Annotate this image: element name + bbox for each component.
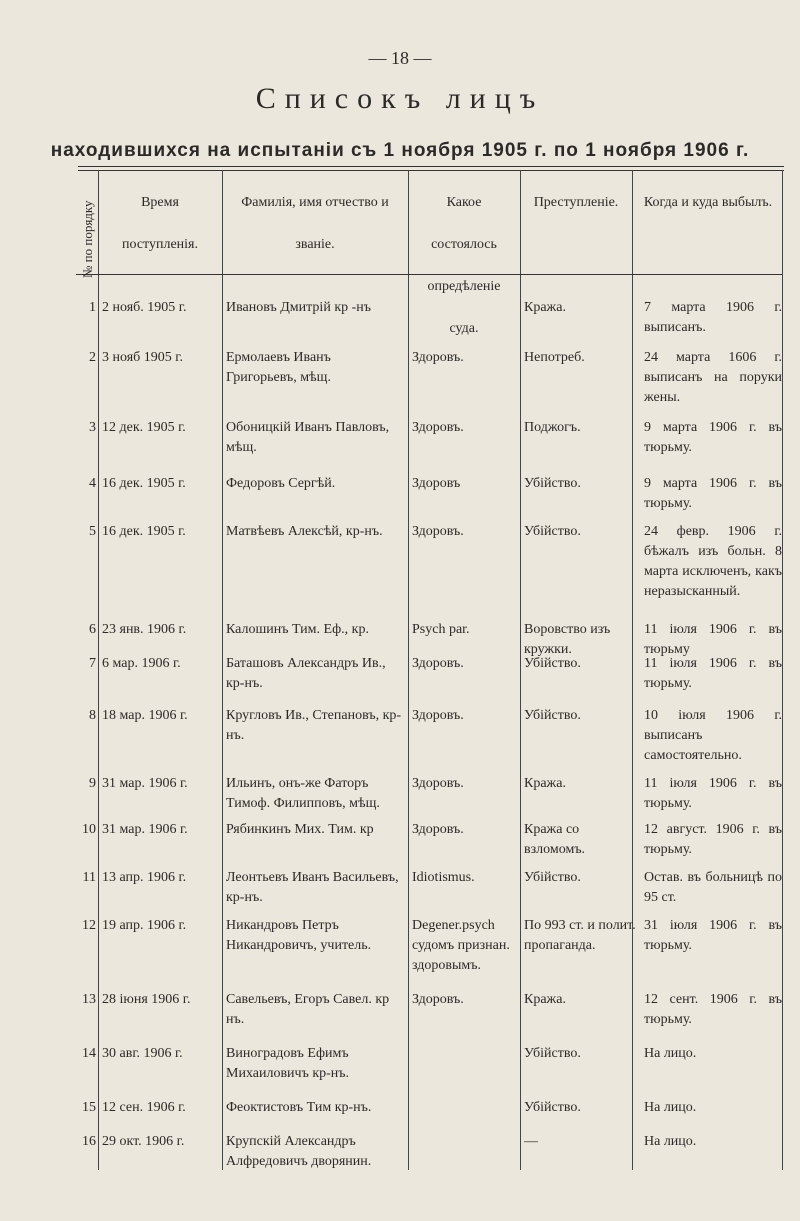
row-crime: Кража. bbox=[524, 300, 566, 315]
row-court-decision: Здоровъ. bbox=[412, 350, 464, 365]
row-date: 19 апр. 1906 г. bbox=[102, 918, 187, 933]
row-crime: Убійство. bbox=[524, 656, 581, 671]
row-date: 18 мар. 1906 г. bbox=[102, 708, 188, 723]
row-crime: Воровство изъ кружки. bbox=[524, 622, 611, 657]
row-crime: Поджогъ. bbox=[524, 420, 581, 435]
row-date: 2 нояб. 1905 г. bbox=[102, 300, 187, 315]
row-date: 16 дек. 1905 г. bbox=[102, 524, 186, 539]
row-outcome: Остав. въ больницѣ по 95 ст. bbox=[644, 870, 782, 905]
row-name: Никандровъ Петръ Никандровичъ, учитель. bbox=[226, 918, 372, 953]
row-crime: Убійство. bbox=[524, 476, 581, 491]
row-court-decision: Здоровъ. bbox=[412, 420, 464, 435]
row-number: 11 bbox=[82, 870, 96, 885]
row-number: 15 bbox=[82, 1100, 96, 1115]
row-name: Обоницкій Иванъ Павловъ, мѣщ. bbox=[226, 420, 390, 455]
row-number: 10 bbox=[82, 822, 96, 837]
column-divider bbox=[98, 170, 99, 1170]
row-name: Феоктистовъ Тим кр-нъ. bbox=[226, 1100, 372, 1115]
row-name: Ермолаевъ Иванъ Григорьевъ, мѣщ. bbox=[226, 350, 331, 385]
row-number: 4 bbox=[89, 476, 96, 491]
page-number: — 18 — bbox=[368, 48, 432, 68]
row-court-decision: Psych par. bbox=[412, 622, 470, 637]
row-crime: Кража. bbox=[524, 776, 566, 791]
row-date: 16 дек. 1905 г. bbox=[102, 476, 186, 491]
row-number: 6 bbox=[89, 622, 96, 637]
row-court-decision: Здоровъ. bbox=[412, 656, 464, 671]
row-outcome: 11 іюля 1906 г. въ тюрьму bbox=[644, 622, 782, 657]
row-date: 31 мар. 1906 г. bbox=[102, 822, 188, 837]
row-name: Баташовъ Александръ Ив., кр-нъ. bbox=[226, 656, 386, 691]
column-divider bbox=[782, 170, 783, 1170]
header-date: Время поступленія. bbox=[121, 195, 198, 252]
row-number: 14 bbox=[82, 1046, 96, 1061]
row-crime: Убійство. bbox=[524, 708, 581, 723]
row-date: 12 дек. 1905 г. bbox=[102, 420, 186, 435]
row-outcome: 24 февр. 1906 г. бѣжалъ изъ больн. 8 марта исключенъ, какъ неразысканный. bbox=[644, 524, 782, 599]
row-number: 9 bbox=[89, 776, 96, 791]
row-name: Федоровъ Сергѣй. bbox=[226, 476, 336, 491]
row-crime: Убійство. bbox=[524, 870, 581, 885]
top-rule bbox=[78, 166, 784, 167]
row-number: 12 bbox=[82, 918, 96, 933]
row-date: 6 мар. 1906 г. bbox=[102, 656, 181, 671]
row-date: 28 іюня 1906 г. bbox=[102, 992, 191, 1007]
row-date: 29 окт. 1906 г. bbox=[102, 1134, 185, 1149]
row-outcome: 24 марта 1606 г. выписанъ на поруки жены. bbox=[644, 350, 782, 405]
row-outcome: 31 іюля 1906 г. въ тюрьму. bbox=[644, 918, 782, 953]
header-crime: Преступленіе. bbox=[533, 195, 619, 210]
row-date: 3 нояб 1905 г. bbox=[102, 350, 183, 365]
row-date: 13 апр. 1906 г. bbox=[102, 870, 187, 885]
row-date: 30 авг. 1906 г. bbox=[102, 1046, 183, 1061]
row-name: Леонтьевъ Иванъ Васильевъ, кр-нъ. bbox=[226, 870, 399, 905]
row-crime: Кража со взломомъ. bbox=[524, 822, 586, 857]
row-crime: Убійство. bbox=[524, 1046, 581, 1061]
row-crime: Убійство. bbox=[524, 524, 581, 539]
row-court-decision: Здоровъ bbox=[412, 476, 461, 491]
row-name: Рябинкинъ Мих. Тим. кр bbox=[226, 822, 374, 837]
row-outcome: 12 сент. 1906 г. въ тюрьму. bbox=[644, 992, 782, 1027]
row-court-decision: Idiotismus. bbox=[412, 870, 475, 885]
page-subtitle: находившихся на испытанiи съ 1 ноября 1905 г. по 1 ноября 1906 г. bbox=[50, 140, 750, 161]
row-outcome: 9 марта 1906 г. въ тюрьму. bbox=[644, 420, 782, 455]
header-outcome: Когда и куда выбылъ. bbox=[643, 195, 773, 210]
row-outcome: На лицо. bbox=[644, 1134, 697, 1149]
row-outcome: 11 іюля 1906 г. въ тюрьму. bbox=[644, 656, 782, 691]
column-divider bbox=[520, 170, 521, 1170]
row-number: 2 bbox=[89, 350, 96, 365]
row-name: Виноградовъ Ефимъ Михаиловичъ кр-нъ. bbox=[226, 1046, 350, 1081]
row-outcome: 10 іюля 1906 г. выписанъ самостоятельно. bbox=[644, 708, 782, 763]
row-number: 7 bbox=[89, 656, 96, 671]
row-crime: Непотреб. bbox=[524, 350, 585, 365]
register-table bbox=[76, 170, 784, 1170]
row-name: Ильинъ, онъ-же Фаторъ Тимоф. Филипповъ, мѣщ. bbox=[226, 776, 380, 811]
column-divider bbox=[222, 170, 223, 1170]
header-state: Какое состоялось опредѣленіе суда. bbox=[427, 195, 501, 336]
row-outcome: 12 август. 1906 г. въ тюрьму. bbox=[644, 822, 782, 857]
row-date: 23 янв. 1906 г. bbox=[102, 622, 187, 637]
row-number: 1 bbox=[89, 300, 96, 315]
row-outcome: На лицо. bbox=[644, 1100, 697, 1115]
row-crime: Убійство. bbox=[524, 1100, 581, 1115]
row-outcome: 11 іюля 1906 г. въ тюрьму. bbox=[644, 776, 782, 811]
row-number: 5 bbox=[89, 524, 96, 539]
row-outcome: 7 марта 1906 г. выписанъ. bbox=[644, 300, 782, 335]
row-court-decision: Здоровъ. bbox=[412, 822, 464, 837]
row-name: Ивановъ Дмитрій кр -нъ bbox=[226, 300, 372, 315]
row-court-decision: Здоровъ. bbox=[412, 524, 464, 539]
row-crime: По 993 ст. и полит. пропаганда. bbox=[524, 918, 636, 953]
row-number: 16 bbox=[82, 1134, 96, 1149]
row-name: Калошинъ Тим. Еф., кр. bbox=[226, 622, 369, 637]
row-number: 13 bbox=[82, 992, 96, 1007]
row-name: Кругловъ Ив., Степановъ, кр-нъ. bbox=[226, 708, 402, 743]
row-crime: Кража. bbox=[524, 992, 566, 1007]
row-name: Крупскій Александръ Алфредовичъ дворянин. bbox=[226, 1134, 372, 1169]
row-number: 3 bbox=[89, 420, 96, 435]
row-crime: — bbox=[524, 1134, 538, 1149]
row-number: 8 bbox=[89, 708, 96, 723]
row-date: 12 сен. 1906 г. bbox=[102, 1100, 186, 1115]
row-court-decision: Здоровъ. bbox=[412, 992, 464, 1007]
row-date: 31 мар. 1906 г. bbox=[102, 776, 188, 791]
row-court-decision: Degener.psych судомъ признан. здоровымъ. bbox=[412, 918, 510, 973]
row-outcome: На лицо. bbox=[644, 1046, 697, 1061]
row-name: Савельевъ, Егоръ Савел. кр нъ. bbox=[226, 992, 390, 1027]
row-outcome: 9 марта 1906 г. въ тюрьму. bbox=[644, 476, 782, 511]
page-title: Списокъ лицъ bbox=[255, 82, 545, 115]
column-divider bbox=[408, 170, 409, 1170]
row-court-decision: Здоровъ. bbox=[412, 708, 464, 723]
header-number: № по порядку bbox=[80, 200, 95, 278]
row-court-decision: Здоровъ. bbox=[412, 776, 464, 791]
row-name: Матвѣевъ Алексѣй, кр-нъ. bbox=[226, 524, 383, 539]
header-name: Фамилія, имя отчество и званіе. bbox=[241, 195, 389, 252]
